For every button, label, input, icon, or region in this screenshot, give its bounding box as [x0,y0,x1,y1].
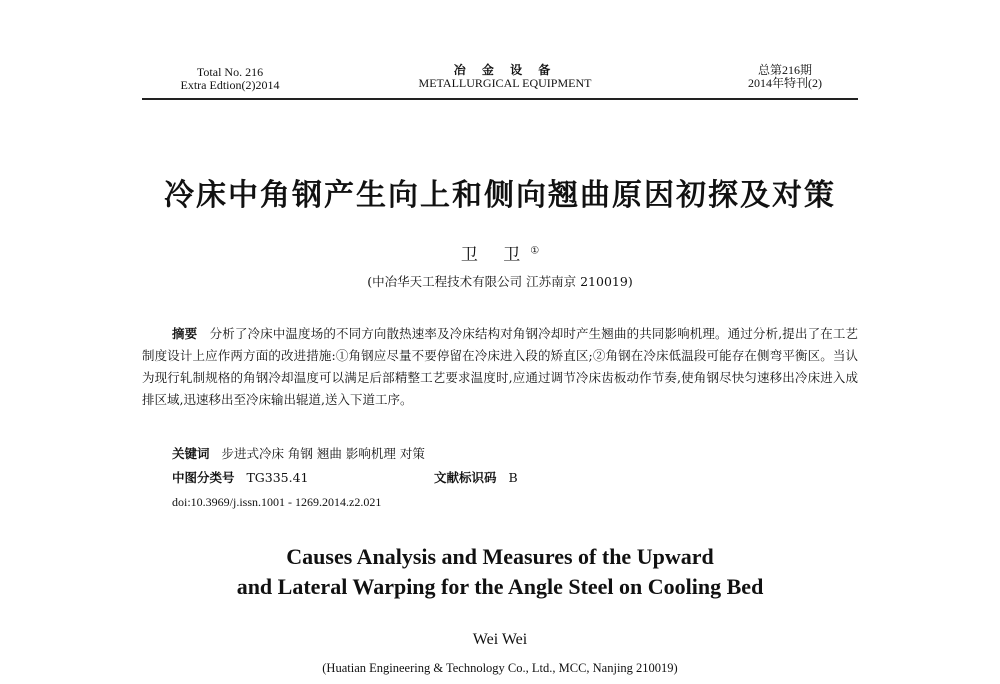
title-en-line1: Causes Analysis and Measures of the Upward [286,544,714,569]
header-rule [142,98,858,100]
paper-title-cn: 冷床中角钢产生向上和侧向翘曲原因初探及对策 [164,178,836,213]
total-number-cn: 总第216期 [757,63,812,77]
doc-code-value: B [508,470,518,485]
keywords [172,445,425,463]
doc-code-label: 文献标识码 [434,470,497,485]
journal-header [0,0,1000,110]
journal-name-cn: 冶 金 设 备 [453,63,557,77]
keywords-text: 步进式冷床 角钢 翘曲 影响机理 对策 [221,446,425,461]
clc-value: TG335.41 [246,470,309,485]
author-footnote-mark: ① [530,245,540,257]
issue-info-en [150,66,310,92]
abstract-label: 摘要 [172,326,198,341]
title-en-line2: and Lateral Warping for the Angle Steel on Cooling Bed [236,574,764,599]
clc-label: 中图分类号 [172,470,235,485]
keywords-label: 关键词 [172,446,210,461]
total-number: Total No. 216 [196,65,264,79]
journal-name [380,64,630,90]
classification [172,469,518,487]
affiliation-cn: (中冶华天工程技术有限公司 江苏南京 210019) [367,274,633,289]
journal-name-en: METALLURGICAL EQUIPMENT [418,76,592,90]
abstract-cn [142,323,858,411]
extra-edition: Extra Edtion(2)2014 [180,78,280,92]
author-cn [0,240,1000,265]
issue-info-cn [720,64,850,90]
author-en: Wei Wei [472,631,528,648]
doi: doi:10.3969/j.issn.1001 - 1269.2014.z2.021 [172,495,382,509]
special-issue-cn: 2014年特刊(2) [748,76,822,90]
author-name-cn: 卫 卫 [460,245,531,265]
paper-title-en [0,542,1000,602]
abstract-text: 分析了冷床中温度场的不同方向散热速率及冷床结构对角钢冷却时产生翘曲的共同影响机理。通过分析,提出了在工艺制度设计上应作两方面的改进措施:①角钢应尽量不要停留在冷床进入段的矫直区;②角钢在冷床低温段可能存在侧弯平衡区。当认为现行轧制规格的角钢冷却温度可以满足后部精整工艺要求温度时,应通过调节冷床齿板动作节奏,使角钢尽快匀速移出冷床进入成排区域,迅速移出至冷床输出辊道,送入下道工序。 [142,326,858,407]
document-code [434,469,518,487]
affiliation-en: (Huatian Engineering & Technology Co., Ltd., MCC, Nanjing 210019) [322,661,678,675]
